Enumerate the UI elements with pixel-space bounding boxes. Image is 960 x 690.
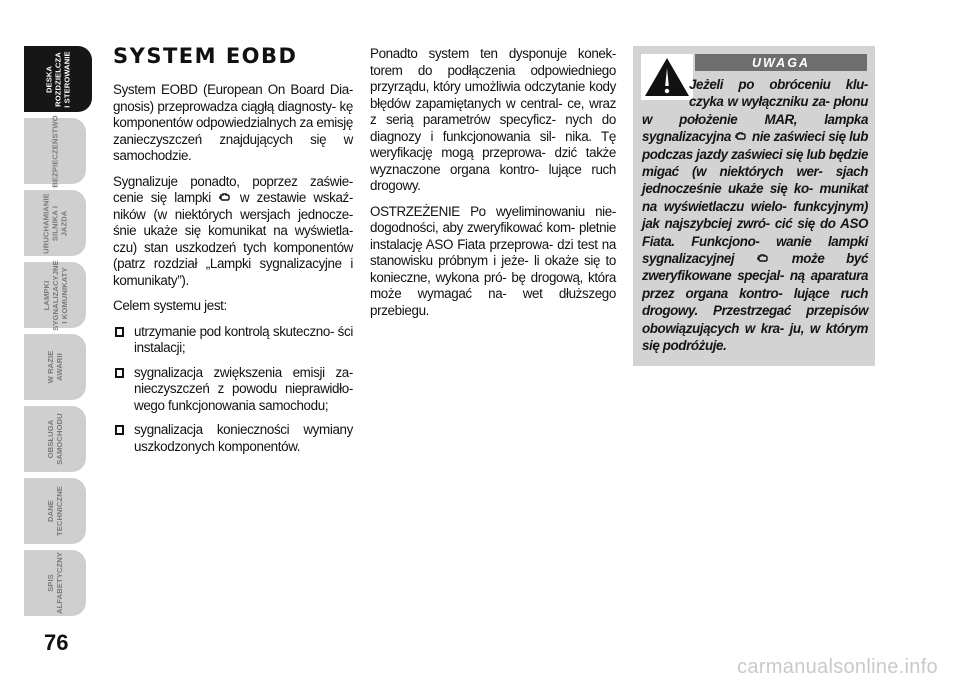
warning-text-part: nie zaświeci się lub podczas jazdy zaświeci się lub będzie migać (w niektórych wer- sjach jednocześnie ukaże się ko- munikat na wyświetlaczu wielo- funkcyjnym) jak najszybciej zwró- cić się do ASO Fiata. Funkcjono- wanie lampki sygnalizacyjnej [642,129,868,267]
engine-check-icon [757,252,769,264]
paragraph [113,174,353,290]
column-left [113,44,353,463]
tab-deska-rozdzielcza[interactable] [24,46,92,112]
warning-text [642,76,868,355]
tab-lampki[interactable] [24,259,86,331]
tab-label: DESKA ROZDZIELCZA I STEROWANIE [44,50,72,108]
warning-text-part: Jeżeli po obróceniu klu- czyka w wyłączniku za- płonu w położenie MAR, lampka sygnalizacyjna [642,77,868,145]
paragraph-part: Sygnalizuje ponadto, poprzez zaświe- cenie się lampki [113,173,353,205]
paragraph: System EOBD (European On Board Dia- gnosis) przeprowadza ciągłą diagnosty- kę komponentów odpowiedzialnych za emisję zanieczyszczeń znajdujących się w samochodzie. [113,82,353,163]
tab-obsluga[interactable] [24,406,86,472]
engine-check-icon [219,191,231,203]
list-item-text: utrzymanie pod kontrolą skuteczno- ści instalacji; [134,323,353,355]
tab-spis-alfabetyczny[interactable] [24,550,86,616]
watermark: carmanualsonline.info [737,656,938,678]
tab-bezpieczenstwo[interactable] [24,114,86,188]
page-number: 76 [44,630,69,655]
goal-list [113,324,353,456]
section-title: SYSTEM EOBD [113,44,298,68]
column-middle [370,46,616,328]
checkbox-bullet-icon [115,368,124,378]
tab-label: OBSŁUGA SAMOCHODU [46,413,64,465]
tab-label: URUCHAMIANIE SILNIKA I JAZDA [41,192,69,254]
warning-box [633,46,875,366]
tab-label: W RAZIE AWARII [46,350,64,384]
tab-label: SPIS ALFABETYCZNY [45,552,64,614]
tab-uruchamianie[interactable] [24,190,86,256]
checkbox-bullet-icon [115,327,124,337]
tab-label: LAMPKI SYGNALIZACYJNE I KOMUNIKATY [41,259,69,331]
warning-heading: UWAGA [695,54,867,71]
warning-text-part: może być zweryfikowane specjal- ną aparatura przez organa kontro- lujące ruch drogowy. Przestrzegać przepisów obowiązujących w kra- ju, w którym się podróżuje. [642,251,868,354]
engine-check-icon [735,130,747,142]
tab-label: DANE TECHNICZNE [46,486,64,536]
checkbox-bullet-icon [115,425,124,435]
list-item-text: sygnalizacja konieczności wymiany uszkodzonych komponentów. [134,422,353,454]
paragraph: OSTRZEŻENIE Po wyeliminowaniu nie- dogodności, aby zweryfikować kom- pletnie instalację ASO Fiata przeprowa- dzi test na stanowisku próbnym i jeże- li okaże się to konieczne, wykona pró- bę drogową, która może wymagać na- wet dłuższego przebiegu. [370,203,616,318]
list-item [113,365,353,415]
tab-dane-techniczne[interactable] [24,478,86,544]
paragraph-part: w zestawie wskaź- ników (w niektórych wersjach jednocze- śnie ukaże się komunikat na wyświetla- czu) stan uszkodzeń tych komponentów (patrz rozdział „Lampki sygnalizacyjne i komunikaty”). [113,190,353,288]
list-item [113,324,353,357]
chapter-tabs [0,0,90,690]
paragraph: Celem systemu jest: [113,298,227,313]
list-item-text: sygnalizacja zwiększenia emisji za- nieczyszczeń z powodu nieprawidło- wego funkcjonowania samochodu; [134,364,353,413]
tab-label: BEZPIECZEŃSTWO [50,114,60,188]
paragraph: Ponadto system ten dysponuje konek- torem do podłączenia odpowiedniego przyrządu, który umożliwia odczytanie kody błędów zapamiętanych w central- ce, wraz z serią parametrów specyficz- nych do diagnozy i funkcjonowania sil- nika. Tę weryfikację mogą przeprowa- dzić także wyznaczone organa kontro- lujące ruch drogowy. [370,46,616,193]
list-item [113,422,353,455]
tab-w-razie-awarii[interactable] [24,334,86,400]
